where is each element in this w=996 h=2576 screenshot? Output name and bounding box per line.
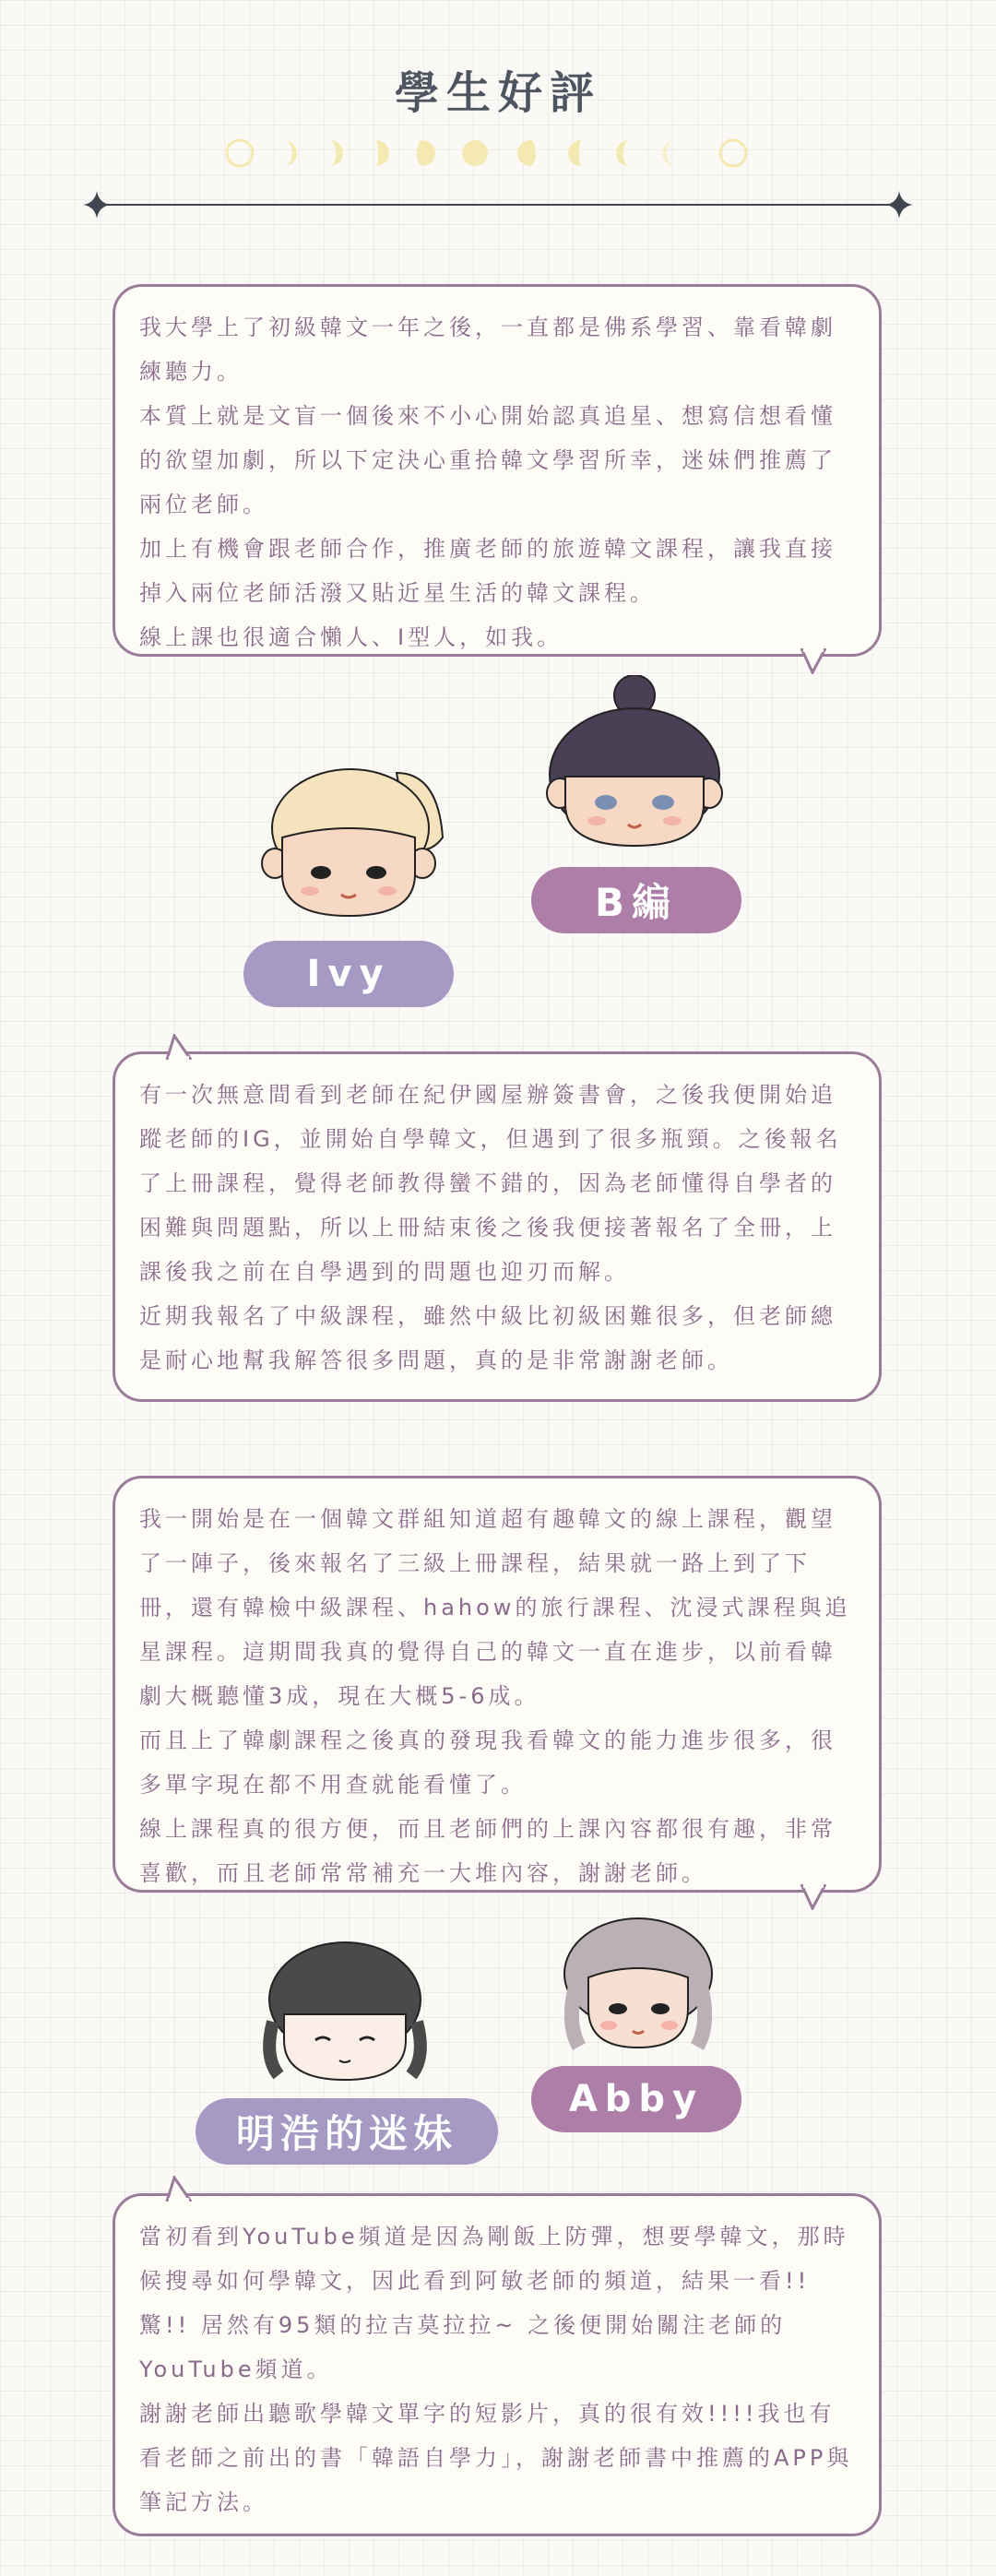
sparkle-icon: [83, 191, 111, 219]
review-paragraph: 我大學上了初級韓文一年之後，一直都是佛系學習、靠看韓劇練聽力。: [139, 315, 836, 385]
speech-tail: [165, 1034, 193, 1060]
review-bubble-2: [113, 1051, 882, 1402]
review-paragraph: 線上課也很適合懶人、I型人，如我。: [139, 624, 563, 650]
review-paragraph: 謝謝老師出聽歌學韓文單字的短影片，真的很有效!!!!我也有看老師之前出的書「韓語自學力」，謝謝老師書中推薦的APP與筆記方法。: [139, 2401, 853, 2515]
review-paragraph: 加上有機會跟老師合作，推廣老師的旅遊韓文課程，讓我直接掉入兩位老師活潑又貼近星生活的韓文課程。: [139, 536, 836, 606]
review-paragraph: 當初看到YouTube頻道是因為剛飯上防彈，想要學韓文，那時候搜尋如何學韓文，因此看到阿敏老師的頻道，結果一看!!驚!! 居然有95類的拉吉莫拉拉~ 之後便開始關注老師的YouTube頻道。: [139, 2224, 849, 2382]
review-paragraph: 我一開始是在一個韓文群組知道超有趣韓文的線上課程，觀望了一陣子，後來報名了三級上冊課程，結果就一路上到了下冊，還有韓檢中級課程、hahow的旅行課程、沈浸式課程與追星課程。這期間我真的覺得自己的韓文一直在進步，以前看韓劇大概聽懂3成，現在大概5-6成。: [139, 1506, 851, 1709]
page-title: 學生好評: [394, 67, 601, 119]
reviewer-abby-label: Abby: [531, 2066, 741, 2132]
review-paragraph: 線上課程真的很方便，而且老師們的上課內容都很有趣，非常喜歡，而且老師常常補充一大堆內容，謝謝老師。: [139, 1816, 836, 1886]
review-paragraph: 本質上就是文盲一個後來不小心開始認真追星、想寫信想看懂的欲望加劇，所以下定決心重拾韓文學習所幸，迷妹們推薦了兩位老師。: [139, 403, 836, 517]
avatar-b-edit: [540, 675, 733, 850]
sparkle-icon: [885, 191, 913, 219]
review-bubble-4: [113, 2193, 882, 2536]
reviewer-b-edit-label: B編: [531, 867, 741, 933]
review-paragraph: 有一次無意間看到老師在紀伊國屋辦簽書會，之後我便開始追蹤老師的IG，並開始自學韓文，但遇到了很多瓶頸。之後報名了上冊課程，覺得老師教得蠻不錯的，因為老師懂得自學者的困難與問題點，所以上冊結束後之後我便接著報名了全冊，上課後我之前在自學遇到的問題也迎刃而解。: [139, 1082, 842, 1285]
reviewer-fan-label: 明浩的迷妹: [196, 2098, 498, 2165]
review-bubble-1: [113, 284, 882, 657]
speech-tail: [165, 2176, 193, 2202]
reviewer-ivy-label: Ivy: [243, 941, 454, 1007]
review-paragraph: 而且上了韓劇課程之後真的發現我看韓文的能力進步很多，很多單字現在都不用查就能看懂了。: [139, 1727, 836, 1798]
avatar-abby: [557, 1913, 718, 2051]
speech-tail: [800, 1884, 827, 1910]
moon-phases-decoration: [221, 135, 775, 172]
review-paragraph: 近期我報名了中級課程，雖然中級比初級困難很多，但老師總是耐心地幫我解答很多問題，真的是非常謝謝老師。: [139, 1303, 836, 1373]
review-bubble-3: [113, 1476, 882, 1893]
speech-tail: [800, 648, 827, 674]
avatar-ivy: [249, 754, 456, 920]
avatar-fan: [260, 1937, 431, 2084]
title-divider: [81, 189, 915, 220]
